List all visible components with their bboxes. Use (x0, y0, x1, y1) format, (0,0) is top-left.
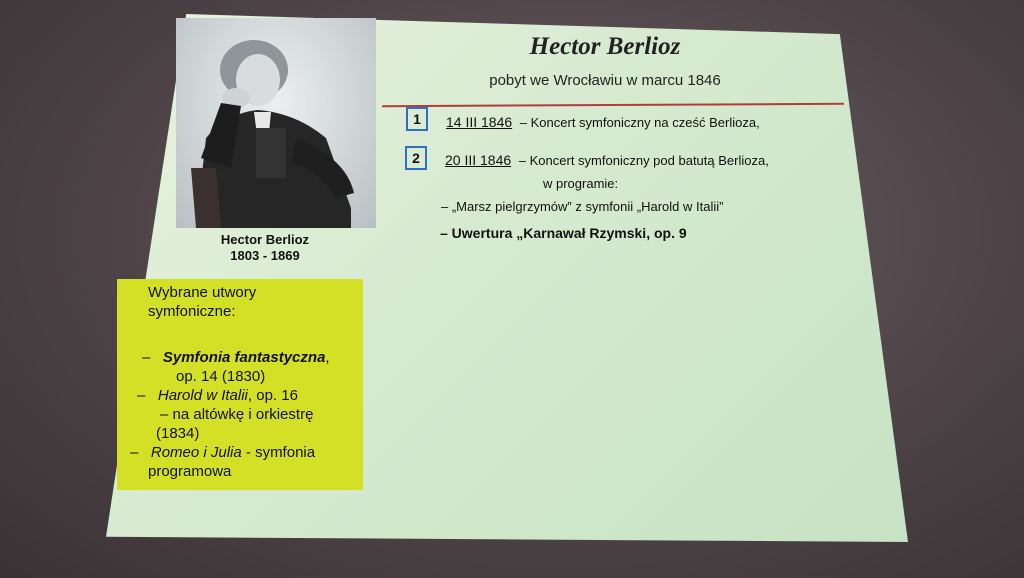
program-item-2: – Uwertura „Karnawał Rzymski, op. 9 (440, 225, 687, 241)
event-2 (445, 152, 769, 168)
works-item-1: – Symfonia fantastyczna, (142, 349, 330, 366)
event-number-2: 2 (405, 146, 427, 170)
program-item-1: – „Marsz pielgrzymów” z symfonii „Harold w Italii” (441, 199, 724, 214)
works-item-2: – Harold w Italii, op. 16 (137, 387, 298, 404)
portrait-image (176, 18, 376, 228)
event-1 (446, 114, 760, 130)
event-number-1: 1 (406, 107, 428, 131)
portrait-caption (190, 232, 340, 264)
event-2-text: – Koncert symfoniczny pod batutą Berlioza, (518, 153, 769, 168)
portrait-name: Hector Berlioz (220, 232, 310, 247)
slide-subtitle: pobyt we Wrocławiu w marcu 1846 (489, 72, 721, 89)
works-item-2-detail: – na altówkę i orkiestrę (160, 406, 314, 423)
berlioz-engraving (176, 18, 376, 228)
portrait-years: 1803 - 1869 (230, 248, 300, 263)
event-2-date: 20 III 1846 (445, 152, 512, 168)
works-item-1-detail: op. 14 (1830) (176, 368, 266, 385)
event-2-text2: w programie: (543, 176, 619, 191)
works-item-2-detail2: (1834) (156, 425, 200, 442)
event-1-text: – Koncert symfoniczny na cześć Berlioza, (519, 115, 760, 130)
selected-works-text (130, 283, 363, 481)
event-1-date: 14 III 1846 (446, 114, 513, 130)
works-item-3: – Romeo i Julia - symfonia (130, 444, 316, 461)
slide-title: Hector Berlioz (529, 33, 681, 60)
works-item-3-detail: programowa (148, 463, 232, 480)
works-heading-line1: Wybrane utwory (148, 284, 257, 301)
works-heading-line2: symfoniczne: (148, 303, 236, 320)
